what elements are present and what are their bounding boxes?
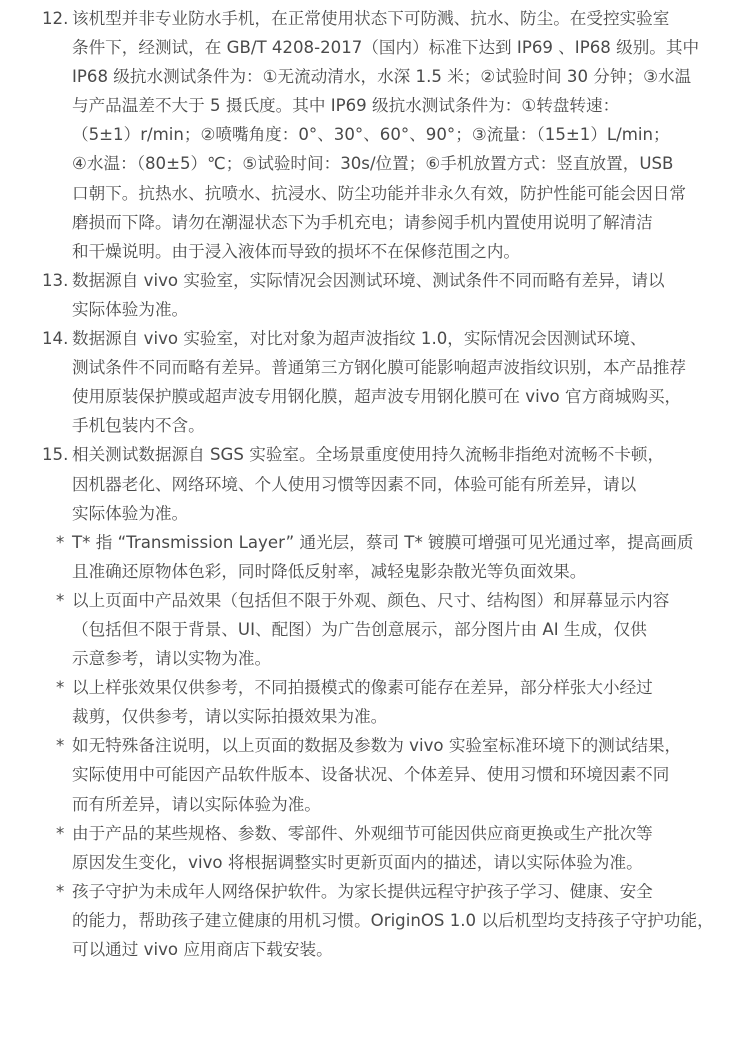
text-line: IP68 级抗水测试条件为：①无流动清水，水深 1.5 米；②试验时间 30 分钟；③水温 xyxy=(72,67,692,87)
text-line: T* 指 “Transmission Layer” 通光层，蔡司 T* 镀膜可增强可见光通过率，提高画质 xyxy=(72,532,694,552)
text-line: 裁剪，仅供参考，请以实际拍摄效果为准。 xyxy=(72,707,388,727)
text-line: 以上页面中产品效果（包括但不限于外观、颜色、尺寸、结构图）和屏幕显示内容 xyxy=(72,590,670,610)
text-line: ④水温：（80±5）℃；⑤试验时间：30s/位置；⑥手机放置方式：竖直放置，USB xyxy=(72,154,674,174)
note-item xyxy=(0,586,750,673)
text-line: 孩子守护为未成年人网络保护软件。为家长提供远程守护孩子学习、健康、安全 xyxy=(72,881,653,901)
text-line: （包括但不限于背景、UI、配图）为广告创意展示，部分图片由 AI 生成，仅供 xyxy=(72,619,647,639)
text-line: 的能力，帮助孩子建立健康的用机习惯。OriginOS 1.0 以后机型均支持孩子守护功能， xyxy=(72,910,714,930)
text-line: 实际使用中可能因产品软件版本、设备状况、个体差异、使用习惯和环境因素不同 xyxy=(72,765,670,785)
note-text xyxy=(72,819,736,877)
note-bullet: * xyxy=(56,823,65,843)
text-line: 实际体验为准。 xyxy=(72,503,189,523)
footnote-number: 15. xyxy=(42,445,69,465)
text-line: 且准确还原物体色彩，同时降低反射率，减轻鬼影杂散光等负面效果。 xyxy=(72,561,587,581)
note-text xyxy=(72,731,736,818)
note-item xyxy=(0,819,750,877)
text-line: 该机型并非专业防水手机，在正常使用状态下可防溅、抗水、防尘。在受控实验室 xyxy=(72,9,670,28)
text-line: 与产品温差不大于 5 摄氏度。其中 IP69 级抗水测试条件为：①转盘转速： xyxy=(72,96,620,116)
text-line: 由于产品的某些规格、参数、零部件、外观细节可能因供应商更换或生产批次等 xyxy=(72,823,653,843)
note-text xyxy=(72,528,736,586)
text-line: （5±1）r/min；②喷嘴角度：0°、30°、60°、90°；③流量：（15±1）L/min； xyxy=(72,125,670,145)
footnote-number: 13. xyxy=(42,270,69,290)
text-line: 条件下，经测试，在 GB/T 4208-2017（国内）标准下达到 IP69 、IP68 级别。其中 xyxy=(72,38,700,58)
note-bullet: * xyxy=(56,532,65,552)
text-line: 使用原装保护膜或超声波专用钢化膜，超声波专用钢化膜可在 vivo 官方商城购买， xyxy=(72,387,682,407)
note-bullet: * xyxy=(56,736,65,756)
text-line: 和干燥说明。由于浸入液体而导致的损坏不在保修范围之内。 xyxy=(72,241,521,261)
footnote-item xyxy=(0,4,750,266)
note-item xyxy=(0,877,750,964)
text-line: 示意参考，请以实物为准。 xyxy=(72,649,272,669)
footnote-item xyxy=(0,266,750,324)
text-line: 原因发生变化，vivo 将根据调整实时更新页面内的描述，请以实际体验为准。 xyxy=(72,852,643,872)
note-text xyxy=(72,673,736,731)
text-line: 而有所差异，请以实际体验为准。 xyxy=(72,794,321,814)
note-item xyxy=(0,673,750,731)
note-item xyxy=(0,731,750,818)
note-item xyxy=(0,528,750,586)
text-line: 实际体验为准。 xyxy=(72,299,189,319)
text-line: 可以通过 vivo 应用商店下载安装。 xyxy=(72,940,333,959)
note-text xyxy=(72,877,736,964)
text-line: 磨损而下降。请勿在潮湿状态下为手机充电；请参阅手机内置使用说明了解清洁 xyxy=(72,212,653,232)
footnote-number: 12. xyxy=(42,9,69,28)
footnote-text xyxy=(72,266,736,324)
note-bullet: * xyxy=(56,881,65,901)
text-line: 口朝下。抗热水、抗喷水、抗浸水、防尘功能并非永久有效，防护性能可能会因日常 xyxy=(72,183,686,203)
text-line: 因机器老化、网络环境、个人使用习惯等因素不同，体验可能有所差异，请以 xyxy=(72,474,637,494)
text-line: 相关测试数据源自 SGS 实验室。全场景重度使用持久流畅非指绝对流畅不卡顿， xyxy=(72,445,665,465)
text-line: 数据源自 vivo 实验室，对比对象为超声波指纹 1.0，实际情况会因测试环境、 xyxy=(72,329,647,349)
text-line: 手机包装内不含。 xyxy=(72,416,205,436)
note-bullet: * xyxy=(56,678,65,698)
text-line: 数据源自 vivo 实验室，实际情况会因测试环境、测试条件不同而略有差异，请以 xyxy=(72,270,665,290)
note-text xyxy=(72,586,736,673)
text-line: 以上样张效果仅供参考，不同拍摄模式的像素可能存在差异，部分样张大小经过 xyxy=(72,678,653,698)
text-line: 测试条件不同而略有差异。普通第三方钢化膜可能影响超声波指纹识别，本产品推荐 xyxy=(72,358,686,378)
footnote-number: 14. xyxy=(42,329,69,349)
footnote-item xyxy=(0,440,750,527)
text-line: 如无特殊备注说明，以上页面的数据及参数为 vivo 实验室标准环境下的测试结果， xyxy=(72,736,682,756)
footnote-item xyxy=(0,324,750,440)
footnote-text xyxy=(72,324,736,440)
note-bullet: * xyxy=(56,590,65,610)
footnote-text xyxy=(72,4,736,266)
footnote-text xyxy=(72,440,736,527)
